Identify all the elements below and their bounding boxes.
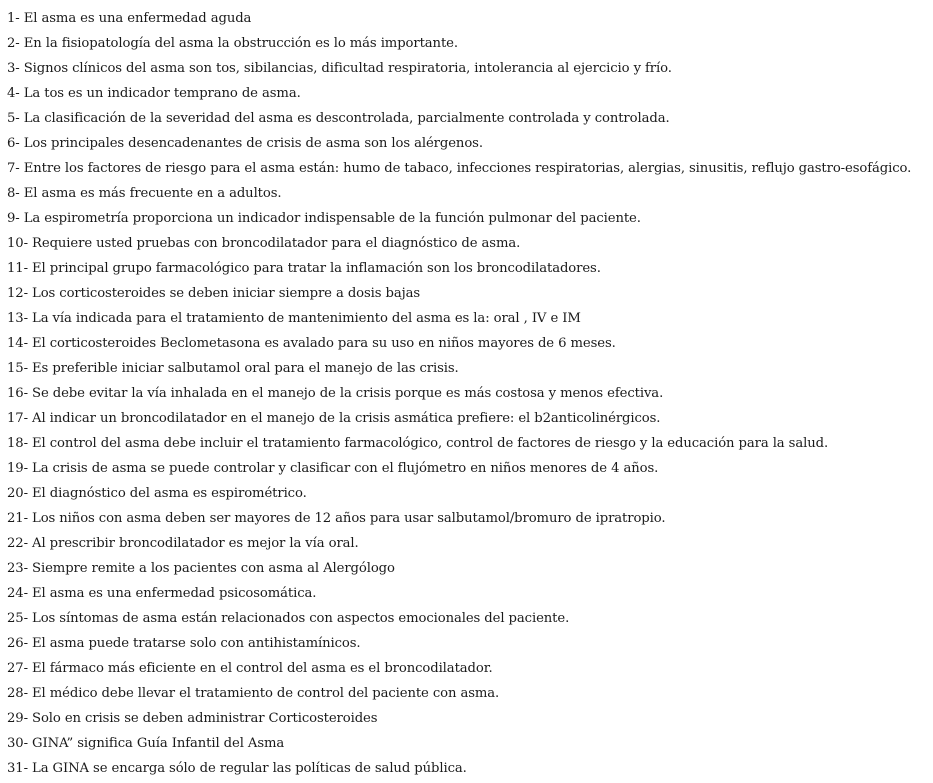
statement-number: 15- — [7, 361, 28, 376]
statement-number: 9- — [7, 211, 20, 226]
statement-text: La clasificación de la severidad del asma es descontrolada, parcialmente controlada y controlada. — [23, 111, 670, 126]
statement-number: 10- — [7, 236, 28, 251]
statement-number: 20- — [7, 486, 28, 501]
statement-text: El asma es una enfermedad aguda — [23, 11, 252, 26]
statement-line — [7, 231, 931, 256]
statement-number: 11- — [7, 261, 28, 276]
statement-line — [7, 6, 931, 31]
statement-number: 8- — [7, 186, 20, 201]
statement-text: Los corticosteroides se deben iniciar siempre a dosis bajas — [32, 286, 421, 301]
statement-line — [7, 206, 931, 231]
statement-line — [7, 481, 931, 506]
statement-text: La tos es un indicador temprano de asma. — [23, 86, 301, 101]
statement-text: Los principales desencadenantes de crisis de asma son los alérgenos. — [23, 136, 483, 151]
statement-number: 5- — [7, 111, 20, 126]
statement-text: Al indicar un broncodilatador en el manejo de la crisis asmática prefiere: el b2anticolinérgicos. — [32, 411, 661, 426]
statement-text: Requiere usted pruebas con broncodilatador para el diagnóstico de asma. — [32, 236, 521, 251]
statement-line — [7, 331, 931, 356]
statement-number: 16- — [7, 386, 28, 401]
statement-line — [7, 31, 931, 56]
statement-text: Siempre remite a los pacientes con asma al Alergólogo — [32, 561, 395, 576]
statement-text: El fármaco más eficiente en el control del asma es el broncodilatador. — [32, 661, 493, 676]
statement-line — [7, 131, 931, 156]
statement-text: En la fisiopatología del asma la obstrucción es lo más importante. — [23, 36, 458, 51]
statement-number: 28- — [7, 686, 28, 701]
statement-number: 29- — [7, 711, 28, 726]
statement-line — [7, 56, 931, 81]
statement-text: El control del asma debe incluir el tratamiento farmacológico, control de factores de riesgo y la educación para la salud. — [32, 436, 829, 451]
statement-line — [7, 381, 931, 406]
statement-line — [7, 531, 931, 556]
statement-number: 23- — [7, 561, 28, 576]
statement-text: El diagnóstico del asma es espirométrico. — [32, 486, 307, 501]
statement-number: 14- — [7, 336, 28, 351]
statement-line — [7, 656, 931, 681]
statement-text: La GINA se encarga sólo de regular las políticas de salud pública. — [32, 761, 467, 776]
statement-number: 18- — [7, 436, 28, 451]
statement-number: 24- — [7, 586, 28, 601]
statement-number: 27- — [7, 661, 28, 676]
statement-number: 30- — [7, 736, 28, 751]
statement-line — [7, 256, 931, 281]
statement-number: 6- — [7, 136, 20, 151]
statement-line — [7, 81, 931, 106]
statement-text: Los síntomas de asma están relacionados con aspectos emocionales del paciente. — [32, 611, 570, 626]
statement-text: Signos clínicos del asma son tos, sibilancias, dificultad respiratoria, intolerancia al ejercicio y frío. — [23, 61, 672, 76]
statement-text: El principal grupo farmacológico para tratar la inflamación son los broncodilatadores. — [32, 261, 601, 276]
statement-number: 17- — [7, 411, 28, 426]
statement-line — [7, 456, 931, 481]
statement-number: 2- — [7, 36, 20, 51]
statement-number: 22- — [7, 536, 28, 551]
statement-line — [7, 356, 931, 381]
statement-line — [7, 406, 931, 431]
statement-text: El médico debe llevar el tratamiento de control del paciente con asma. — [32, 686, 500, 701]
statement-number: 1- — [7, 11, 20, 26]
statement-line — [7, 606, 931, 631]
statement-number: 21- — [7, 511, 28, 526]
statement-line — [7, 281, 931, 306]
statement-text: Entre los factores de riesgo para el asma están: humo de tabaco, infecciones respiratorias, alergias, sinusitis, reflujo gastro-esofágico. — [23, 161, 912, 176]
statement-text: El asma es una enfermedad psicosomática. — [32, 586, 317, 601]
statement-text: Es preferible iniciar salbutamol oral para el manejo de las crisis. — [32, 361, 459, 376]
statement-text: Los niños con asma deben ser mayores de 12 años para usar salbutamol/bromuro de ipratropio. — [32, 511, 666, 526]
statement-text: El corticosteroides Beclometasona es avalado para su uso en niños mayores de 6 meses. — [32, 336, 616, 351]
statement-text: La crisis de asma se puede controlar y clasificar con el flujómetro en niños menores de 4 años. — [32, 461, 659, 476]
statement-line — [7, 106, 931, 131]
statement-number: 31- — [7, 761, 28, 776]
statement-text: GINA” significa Guía Infantil del Asma — [32, 736, 285, 751]
statement-text: Al prescribir broncodilatador es mejor la vía oral. — [32, 536, 359, 551]
statement-text: Se debe evitar la vía inhalada en el manejo de la crisis porque es más costosa y menos efectiva. — [32, 386, 664, 401]
statement-number: 19- — [7, 461, 28, 476]
statement-list — [7, 6, 931, 781]
statement-text: El asma es más frecuente en a adultos. — [23, 186, 282, 201]
statement-line — [7, 756, 931, 781]
statement-line — [7, 306, 931, 331]
statement-text: Solo en crisis se deben administrar Corticosteroides — [32, 711, 378, 726]
statement-line — [7, 431, 931, 456]
statement-text: La vía indicada para el tratamiento de mantenimiento del asma es la: oral , IV e IM — [32, 311, 581, 326]
statement-number: 4- — [7, 86, 20, 101]
statement-line — [7, 631, 931, 656]
statement-number: 12- — [7, 286, 28, 301]
statement-line — [7, 506, 931, 531]
statement-line — [7, 706, 931, 731]
statement-text: La espirometría proporciona un indicador indispensable de la función pulmonar del paciente. — [23, 211, 641, 226]
statement-line — [7, 556, 931, 581]
statement-line — [7, 156, 931, 181]
statement-line — [7, 181, 931, 206]
statement-text: El asma puede tratarse solo con antihistamínicos. — [32, 636, 361, 651]
statement-line — [7, 681, 931, 706]
statement-number: 13- — [7, 311, 28, 326]
statement-number: 7- — [7, 161, 20, 176]
statement-number: 25- — [7, 611, 28, 626]
statement-number: 3- — [7, 61, 20, 76]
statement-line — [7, 581, 931, 606]
statement-number: 26- — [7, 636, 28, 651]
statement-line — [7, 731, 931, 756]
